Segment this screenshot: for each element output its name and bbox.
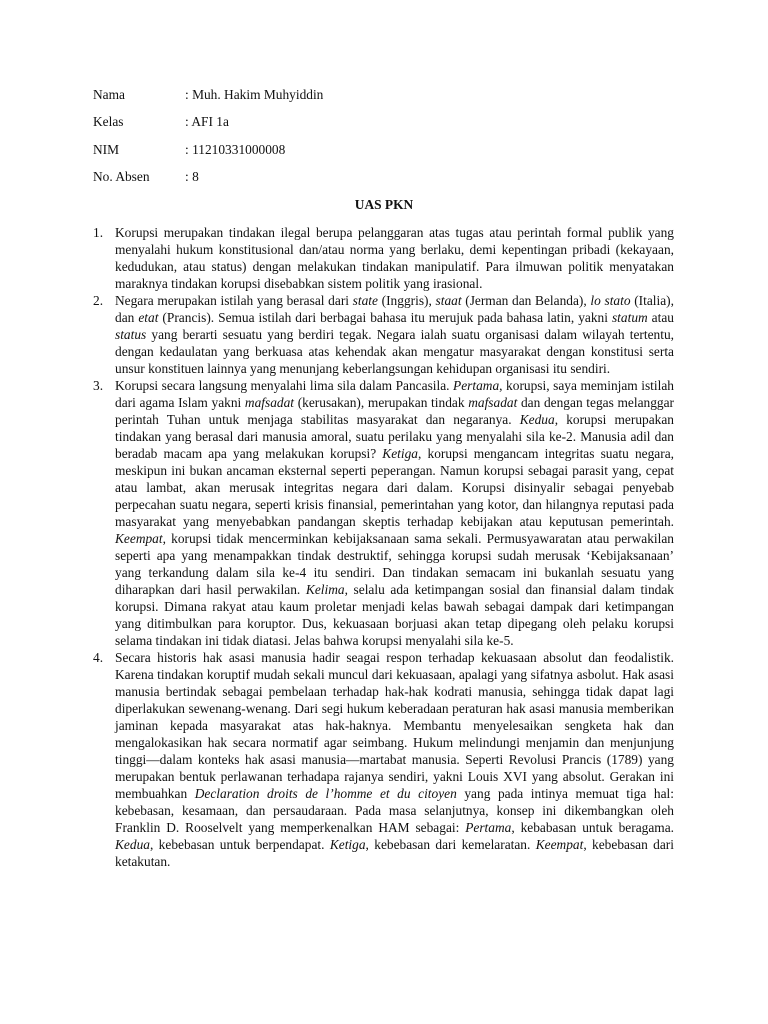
text-run: Negara merupakan istilah yang berasal dari	[115, 293, 353, 308]
italic-term: mafsadat	[244, 395, 295, 410]
italic-term: statum	[611, 310, 648, 325]
text-run: , kebebasan dari ketakutan.	[115, 837, 674, 869]
text-run: Korupsi merupakan tindakan ilegal berupa pelanggaran atas tugas atau perintah formal publik yang menyalahi hukum konstitusional dan/atau norma yang berlaku, demi kepentingan pribadi (kekayaan, kedudukan, atau status) dengan melakukan tindakan manipulatif. Para ilmuwan politik menyatakan maraknya tindakan korupsi disebabkan sistem politik yang irasional.	[115, 225, 674, 291]
text-run: (kerusakan), merupakan tindak	[294, 395, 469, 410]
item-text	[115, 224, 674, 292]
italic-term: staat	[435, 293, 462, 308]
text-run: , korupsi, saya meminjam istilah dari agama Islam yakni	[115, 378, 674, 410]
info-label: NIM	[93, 141, 120, 157]
info-row-nim	[93, 141, 323, 168]
italic-term: Keempat	[115, 531, 163, 546]
italic-term: Keempat	[535, 837, 584, 852]
text-run: atau	[647, 310, 674, 325]
text-run: , kebebasan dari kemelaratan.	[365, 837, 536, 852]
answer-item-3	[93, 377, 674, 649]
info-value: : 11210331000008	[185, 141, 286, 157]
italic-term: Kedua	[519, 412, 555, 427]
info-value: : Muh. Hakim Muhyiddin	[185, 87, 324, 102]
italic-term: Kedua	[115, 837, 150, 852]
text-run: (Italia), dan	[115, 293, 674, 325]
item-text	[115, 377, 674, 649]
text-run: dan dengan tegas melanggar perintah Tuhan untuk menjaga stabilitas masyarakat dan negaranya.	[115, 395, 674, 427]
text-run: , kebebasan untuk berpendapat.	[149, 837, 330, 852]
item-number: 1.	[93, 225, 104, 240]
answer-list	[93, 224, 674, 870]
info-label: Kelas	[93, 114, 124, 130]
italic-term: etat	[138, 310, 159, 325]
text-run: , korupsi tidak mencerminkan kebijaksanaan sama sekali. Permusyawaratan atau perwakilan seperti apa yang menampakkan tindak destruktif, sehingga korupsi sudah merusak ‘Kebijaksanaan’ yang terkandung dalam sila ke-4 itu sendiri. Dan tindakan semacam ini bukanlah sesuatu yang diharapkan dari hasil perwakilan.	[115, 531, 674, 597]
text-run: , kebabasan untuk beragama.	[511, 820, 674, 835]
italic-term: Ketiga	[382, 446, 419, 461]
item-number: 2.	[93, 293, 104, 308]
italic-term: Ketiga	[329, 837, 366, 852]
italic-term: Kelima	[305, 582, 345, 597]
italic-term: state	[352, 293, 378, 308]
text-run: , korupsi merupakan tindakan yang berasal dari manusia amoral, suatu perilaku yang menyalahi sila ke-2. Manusia adil dan beradab macam apa yang melakukan korupsi?	[115, 412, 674, 461]
text-run: Secara historis hak asasi manusia hadir seagai respon terhadap kekuasaan absolut dan feodalistik. Karena tindakan koruptif mudah sekali muncul dari kekuasaan, apalagi yang sifatnya asbolut. Hak asasi manusia bertindak sebagai pembelaan terhadap hak-hak kodrati manusia, sehingga tidak dapat lagi diperlakukan sewenang-wenang. Dari segi hukum keberadaan peraturan hak asasi manusia memberikan jaminan kepada masyarakat atas hak-haknya. Membantu menyelesaikan sengketa hak dan mengalokasikan hak secara normatif agar seimbang. Hukum melindungi menjamin dan menjunjung tinggi—dalam konteks hak asasi manusia—martabat manusia. Seperti Revolusi Prancis (1789) yang merupakan bentuk perlawanan terhadapa rajanya sendiri, yakni Louis XVI yang absolut. Gerakan ini membuahkan	[115, 650, 674, 801]
text-run: (Inggris),	[377, 293, 436, 308]
italic-term: lo stato	[590, 293, 631, 308]
italic-term: Pertama	[453, 378, 500, 393]
italic-term: mafsadat	[468, 395, 518, 410]
text-run: Korupsi secara langsung menyalahi lima sila dalam Pancasila.	[115, 378, 454, 393]
text-run: yang berarti sesuatu yang berdiri tegak. Negara ialah suatu organisasi dalam wilayah tertentu, dengan kedaulatan yang berkuasa atas kehendak akan mengatur masyarakat dengan konstitusi serta unsur konstituen lainnya yang menunjang keberlangsungan kehidupan organisasi itu sendiri.	[115, 327, 674, 376]
italic-term: Declaration droits de l’homme et du citoyen	[194, 786, 457, 801]
document-title: UAS PKN	[354, 197, 414, 212]
answer-item-4	[93, 649, 674, 870]
italic-term: Pertama	[465, 820, 512, 835]
info-value: : 8	[185, 168, 199, 184]
answer-item-2	[93, 292, 674, 377]
info-row-absen	[93, 168, 323, 195]
info-label: No. Absen	[93, 168, 150, 184]
student-info	[93, 86, 323, 195]
text-run: , selalu ada ketimpangan sosial dan finansial dalam tindak korupsi. Dimana rakyat atau kaum proletar menjadi kelas bawah sebagai dampak dari ketimpangan yang ditimbulkan para koruptor. Dus, kekuasaan borjuasi akan tetap dipegang oleh pelaku korupsi selama tindakan ini tidak diatasi. Jelas bahwa korupsi menyalahi sila ke-5.	[115, 582, 674, 648]
text-run: , korupsi mengancam integritas suatu negara, meskipun ini bukan ancaman eksternal seperti peperangan. Namun korupsi sebagai parasit yang, cepat atau lambat, akan merusak integritas negara dari dalam. Korupsi disinyalir sebagai penyebab perpecahan suatu negara, seperti krisis finansial, pemerintahan yang kotor, dan hilangnya reputasi pada masyarakat yang menyebabkan pandangan skeptis terhadap kebijakan atau keputusan pemerintah.	[115, 446, 674, 529]
text-run: (Jerman dan Belanda),	[461, 293, 591, 308]
italic-term: status	[115, 327, 147, 342]
answer-item-1	[93, 224, 674, 292]
text-run: (Prancis). Semua istilah dari berbagai bahasa itu merujuk pada bahasa latin, yakni	[158, 310, 612, 325]
item-number: 3.	[93, 378, 104, 393]
text-run: yang pada intinya memuat tiga hal: kebebasan, kesamaan, dan persaudaraan. Pada masa selanjutnya, konsep ini dikembangkan oleh Franklin D. Rooselvelt yang memperkenalkan HAM sebagai:	[115, 786, 674, 835]
info-row-kelas	[93, 113, 323, 140]
info-label: Nama	[93, 87, 125, 102]
item-text	[115, 292, 674, 377]
info-value: : AFI 1a	[185, 114, 229, 130]
info-row-nama	[93, 86, 323, 113]
item-text	[115, 649, 674, 870]
item-number: 4.	[93, 650, 104, 665]
